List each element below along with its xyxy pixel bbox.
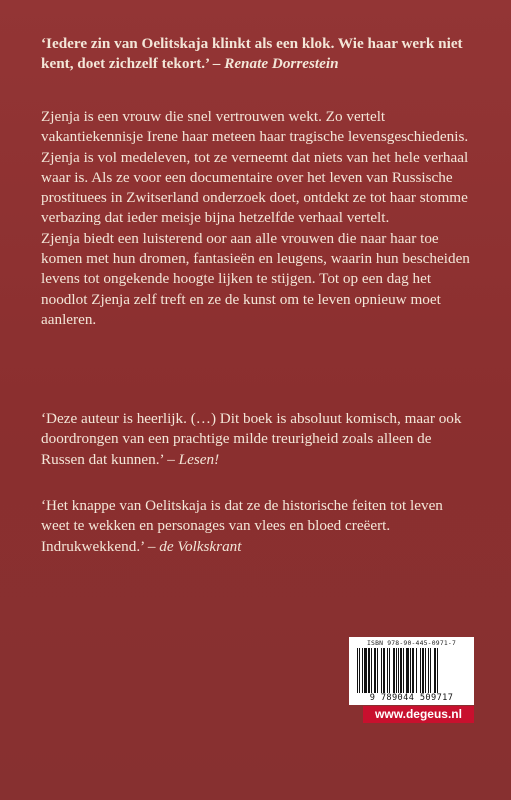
blurb — [41, 107, 473, 330]
blurb-paragraph-1: Zjenja is een vrouw die snel vertrouwen wekt. Zo vertelt vakantiekennisje Irene haar meteen haar tragische levensgeschiedenis. Zjenja is vol medeleven, tot ze verneemt dat niets van het hele verhaal waar is. Als ze voor een documentaire over het leven van Russische prostituees in Zwitserland onderzoek doet, ontdekt ze tot haar stomme verbazing dat ieder meisje bijna hetzelfde verhaal vertelt. — [41, 108, 469, 227]
review-quote-1 — [41, 409, 473, 470]
review-2-text: ‘Het knappe van Oelitskaja is dat ze de historische feiten tot leven weet te wekken en personages van vlees en bloed creëert. Indrukwekkend.’ – — [41, 497, 443, 555]
top-quote-text: ‘Iedere zin van Oelitskaja klinkt als een klok. Wie haar werk niet kent, doet zichzelf tekort.’ – — [41, 35, 463, 73]
top-quote — [41, 34, 473, 75]
review-2-source: de Volkskrant — [159, 537, 242, 555]
review-quote-2 — [41, 496, 473, 557]
publisher-website: www.degeus.nl — [363, 706, 474, 723]
ean-digits: 9 789044 509717 — [369, 693, 454, 703]
top-quote-author: Renate Dorrestein — [224, 55, 339, 73]
barcode-label — [349, 637, 474, 705]
barcode-icon — [357, 648, 466, 693]
blurb-paragraph-2: Zjenja biedt een luisterend oor aan alle vrouwen die naar haar toe komen met hun dromen, fantasieën en leugens, waarin hun bescheiden levens tot ongekende hoogte lijken te stijgen. Tot op een dag het noodlot Zjenja zelf treft en ze de kunst om te leven opnieuw moet aanleren. — [41, 229, 470, 328]
review-1-text: ‘Deze auteur is heerlijk. (…) Dit boek is absoluut komisch, maar ook doordrongen van een prachtige milde treurigheid zoals alleen de Russen dat kunnen.’ – — [41, 410, 462, 468]
review-1-source: Lesen! — [178, 450, 220, 468]
isbn-text: ISBN 978-90-445-0971-7 — [366, 639, 457, 647]
